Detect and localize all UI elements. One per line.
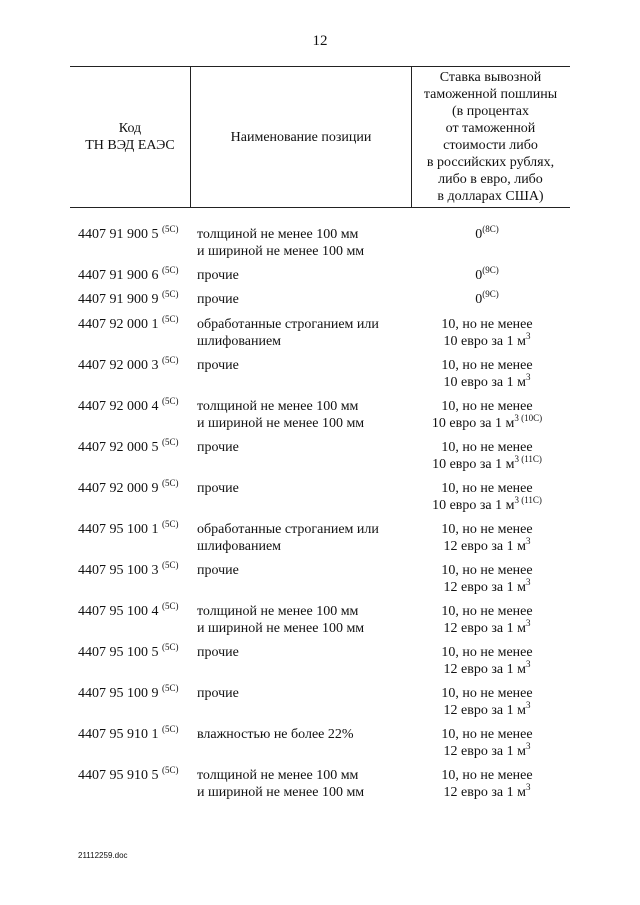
row-rate — [412, 767, 562, 801]
row-rate — [412, 603, 562, 637]
row-rate-value: 10, но не менее 10 евро за 1 м — [432, 440, 533, 472]
row-code-value: 4407 92 000 1 — [78, 317, 159, 332]
row-code-value: 4407 95 100 9 — [78, 686, 159, 701]
row-code-value: 4407 95 100 1 — [78, 522, 159, 537]
row-code — [78, 226, 179, 243]
row-code — [78, 316, 179, 333]
document-filename: 21112259.doc — [78, 851, 128, 860]
row-rate-value: 10, но не менее 12 евро за 1 м — [441, 768, 533, 800]
row-rate-value: 10, но не менее 12 евро за 1 м — [441, 522, 533, 554]
header-rate-label: Ставка вывозной таможенной пошлины (в процентах от таможенной стоимости либо в российских рублях, либо в евро, либо в долларах США) — [423, 70, 558, 204]
row-rate — [412, 291, 562, 308]
row-name: прочие — [197, 440, 239, 455]
row-rate-value: 10, но не менее 10 евро за 1 м — [432, 481, 533, 513]
row-code — [78, 603, 179, 620]
row-rate — [412, 685, 562, 719]
row-rate — [412, 316, 562, 350]
row-code-value: 4407 95 100 3 — [78, 563, 159, 578]
row-rate-value: 10, но не менее 10 евро за 1 м — [441, 317, 533, 349]
row-rate-value: 10, но не менее 12 евро за 1 м — [441, 727, 533, 759]
row-rate — [412, 267, 562, 284]
row-code-footnote: (5С) — [162, 478, 179, 488]
row-rate-value: 0 — [475, 227, 483, 242]
row-code-value: 4407 91 900 6 — [78, 268, 159, 283]
row-code — [78, 267, 179, 284]
row-code-footnote: (5С) — [162, 560, 179, 570]
row-rate-footnote: (9С) — [482, 289, 499, 299]
row-rate-footnote: 3 — [525, 536, 531, 546]
page-number: 12 — [312, 33, 328, 49]
row-rate-footnote: 3 — [525, 331, 531, 341]
row-rate-footnote: 3 (11С) — [514, 495, 542, 505]
row-rate — [412, 226, 562, 243]
row-code-value: 4407 92 000 5 — [78, 440, 159, 455]
row-name: влажностью не более 22% — [197, 727, 354, 742]
row-code-footnote: (5С) — [162, 724, 179, 734]
row-name: обработанные строганием или шлифованием — [197, 522, 379, 554]
row-rate — [412, 521, 562, 555]
row-code-footnote: (5С) — [162, 265, 179, 275]
row-code — [78, 398, 179, 415]
header-code — [70, 67, 190, 207]
row-name: толщиной не менее 100 мм и шириной не менее 100 мм — [197, 227, 365, 259]
row-code — [78, 357, 179, 374]
row-code-footnote: (5С) — [162, 437, 179, 447]
row-rate-footnote: (8С) — [482, 224, 499, 234]
row-code-footnote: (5С) — [162, 683, 179, 693]
row-code — [78, 767, 179, 784]
header-name-label: Наименование позиции — [230, 129, 372, 145]
row-name: толщиной не менее 100 мм и шириной не менее 100 мм — [197, 768, 365, 800]
row-name: прочие — [197, 268, 239, 283]
row-name: прочие — [197, 563, 239, 578]
row-rate-footnote: 3 — [525, 659, 531, 669]
row-code — [78, 644, 179, 661]
row-rate-value: 10, но не менее 10 евро за 1 м — [441, 358, 533, 390]
row-code-footnote: (5С) — [162, 224, 179, 234]
row-rate-footnote: (9С) — [482, 265, 499, 275]
row-name: прочие — [197, 686, 239, 701]
row-code — [78, 685, 179, 702]
row-rate — [412, 439, 562, 473]
row-name: толщиной не менее 100 мм и шириной не менее 100 мм — [197, 604, 365, 636]
row-code-footnote: (5С) — [162, 642, 179, 652]
header-rate — [411, 67, 570, 207]
row-code — [78, 521, 179, 538]
row-code-value: 4407 91 900 5 — [78, 227, 159, 242]
row-code — [78, 439, 179, 456]
row-code-value: 4407 92 000 9 — [78, 481, 159, 496]
row-name: обработанные строганием или шлифованием — [197, 317, 379, 349]
row-rate — [412, 480, 562, 514]
row-code-footnote: (5С) — [162, 355, 179, 365]
row-rate-value: 10, но не менее 12 евро за 1 м — [441, 604, 533, 636]
row-code — [78, 562, 179, 579]
table-header — [70, 66, 570, 208]
row-rate — [412, 357, 562, 391]
row-rate-value: 10, но не менее 10 евро за 1 м — [431, 399, 533, 431]
row-code-footnote: (5С) — [162, 396, 179, 406]
row-rate — [412, 726, 562, 760]
row-code-value: 4407 92 000 3 — [78, 358, 159, 373]
row-name: прочие — [197, 645, 239, 660]
row-name: прочие — [197, 481, 239, 496]
row-code-footnote: (5С) — [162, 519, 179, 529]
header-code-label: Код ТН ВЭД ЕАЭС — [85, 121, 175, 153]
row-code-value: 4407 95 910 5 — [78, 768, 159, 783]
row-rate-footnote: 3 — [525, 700, 531, 710]
row-rate-footnote: 3 (10С) — [514, 413, 543, 423]
row-name: прочие — [197, 358, 239, 373]
row-code — [78, 291, 179, 308]
row-rate-footnote: 3 — [525, 741, 531, 751]
row-code — [78, 480, 179, 497]
row-rate-footnote: 3 — [525, 577, 531, 587]
row-rate-footnote: 3 — [525, 372, 531, 382]
row-rate-footnote: 3 — [525, 618, 531, 628]
row-name: толщиной не менее 100 мм и шириной не менее 100 мм — [197, 399, 365, 431]
row-code-footnote: (5С) — [162, 289, 179, 299]
row-code-value: 4407 95 910 1 — [78, 727, 159, 742]
row-code-footnote: (5С) — [162, 601, 179, 611]
row-rate-value: 10, но не менее 12 евро за 1 м — [441, 686, 533, 718]
row-code-footnote: (5С) — [162, 765, 179, 775]
row-rate-footnote: 3 — [525, 782, 531, 792]
header-name — [190, 67, 412, 207]
row-name: прочие — [197, 292, 239, 307]
row-code-value: 4407 95 100 4 — [78, 604, 159, 619]
row-code-value: 4407 91 900 9 — [78, 292, 159, 307]
row-rate-footnote: 3 (11С) — [514, 454, 542, 464]
row-rate — [412, 562, 562, 596]
row-code — [78, 726, 179, 743]
row-rate-value: 0 — [475, 268, 483, 283]
row-code-footnote: (5С) — [162, 314, 179, 324]
row-code-value: 4407 92 000 4 — [78, 399, 159, 414]
row-rate-value: 0 — [475, 292, 483, 307]
row-rate — [412, 644, 562, 678]
row-rate — [412, 398, 562, 432]
row-rate-value: 10, но не менее 12 евро за 1 м — [441, 645, 533, 677]
row-code-value: 4407 95 100 5 — [78, 645, 159, 660]
row-rate-value: 10, но не менее 12 евро за 1 м — [441, 563, 533, 595]
